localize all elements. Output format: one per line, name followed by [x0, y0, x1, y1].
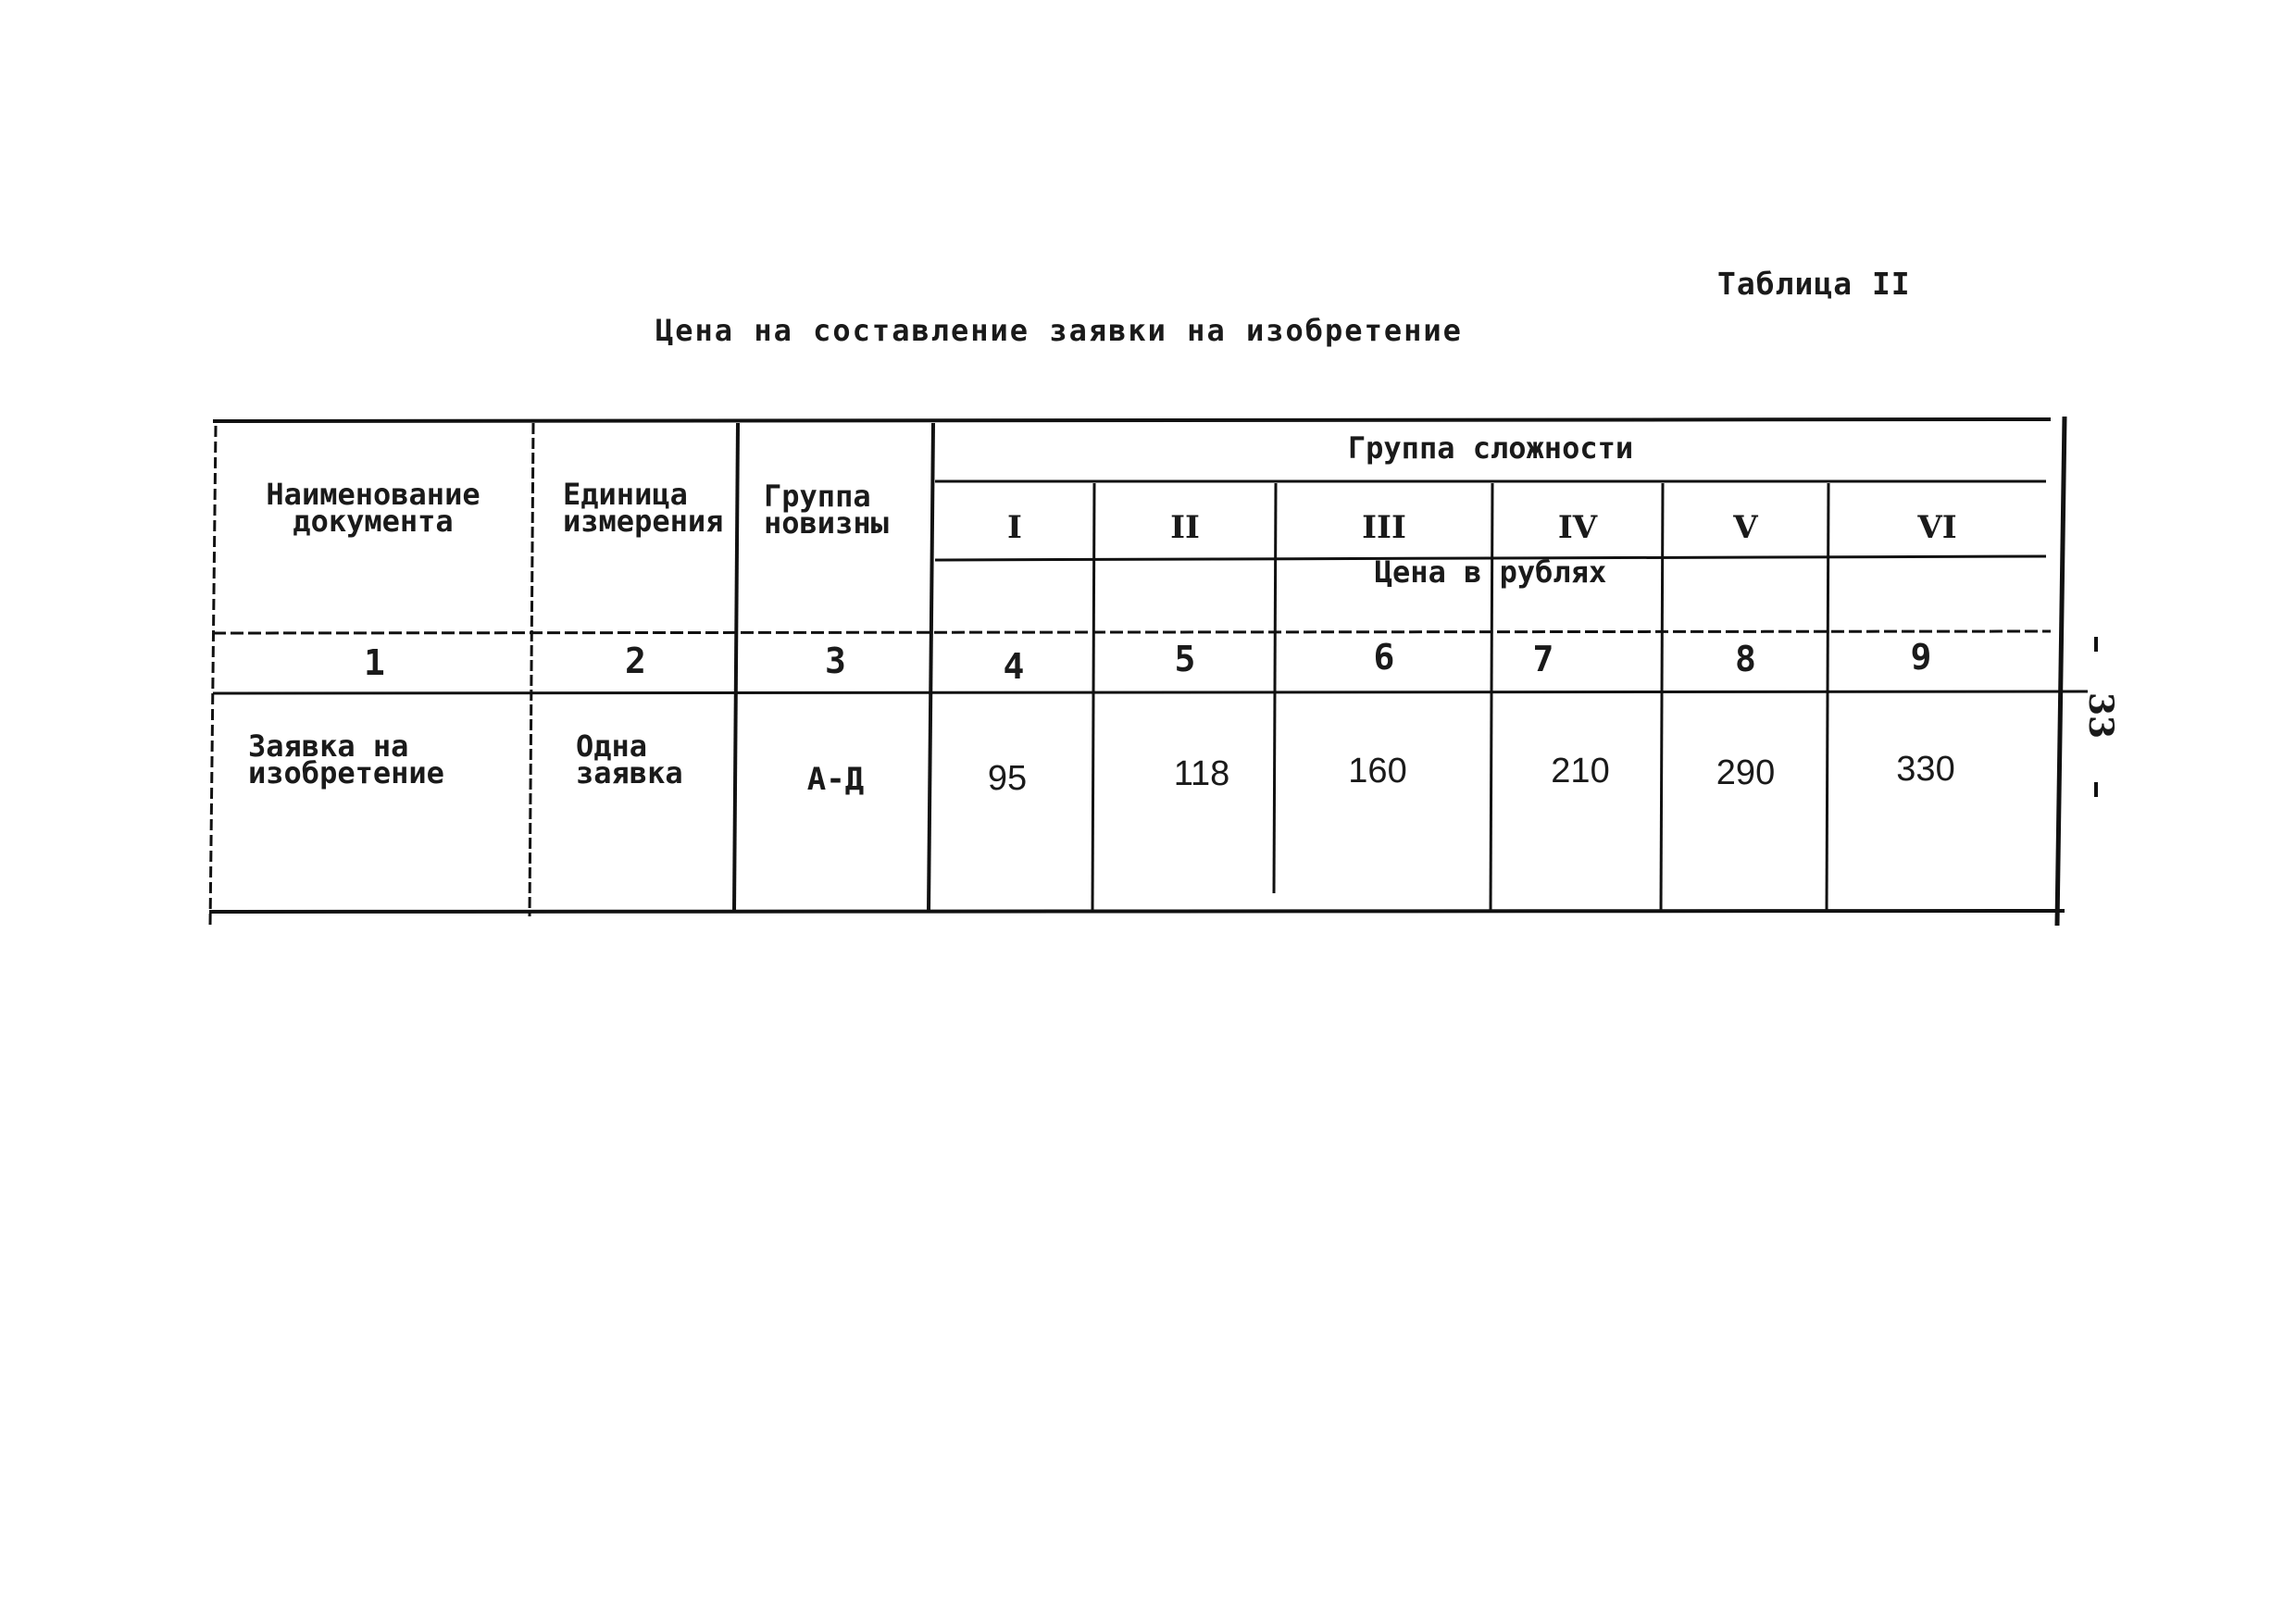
column-number-1: 1: [364, 642, 385, 683]
column-number-9: 9: [1910, 637, 1932, 678]
column-number-6: 6: [1373, 637, 1395, 678]
row-unit: Одна заявка: [576, 728, 683, 790]
table-label: Таблица II: [1717, 266, 1911, 302]
row-price-6: 330: [1896, 750, 1955, 789]
column-number-8: 8: [1735, 639, 1756, 679]
column-number-4: 4: [1003, 646, 1025, 687]
row-price-4: 210: [1551, 752, 1610, 790]
row-price-3: 160: [1348, 752, 1407, 790]
column-number-3: 3: [825, 641, 846, 681]
header-unit: Единица измерения: [563, 477, 724, 539]
header-complexity-1: I: [1007, 509, 1022, 546]
header-complexity-group: Группа сложности: [1347, 430, 1634, 466]
row-novelty-group: А-Д: [806, 761, 865, 798]
margin-tick-top: [2094, 637, 2098, 652]
page-title: Цена на составление заявки на изобретение: [655, 313, 1463, 348]
header-price-caption: Цена в рублях: [1374, 554, 1607, 590]
header-complexity-5: V: [1733, 509, 1758, 546]
header-complexity-4: IV: [1557, 509, 1598, 546]
header-complexity-2: II: [1170, 509, 1200, 546]
header-document-name: Наименование документа: [266, 477, 480, 539]
column-number-7: 7: [1532, 639, 1554, 679]
header-complexity-6: VI: [1917, 509, 1957, 546]
page-number: 33: [2081, 691, 2121, 740]
row-price-5: 290: [1716, 753, 1776, 792]
header-novelty-group: Группа новизны: [764, 479, 889, 541]
column-number-2: 2: [625, 641, 646, 681]
row-document-name: Заявка на изобретение: [248, 728, 444, 790]
column-number-5: 5: [1174, 639, 1196, 679]
header-complexity-3: III: [1362, 509, 1406, 546]
row-price-2: 118: [1173, 754, 1230, 793]
margin-tick-bottom: [2094, 782, 2098, 797]
row-price-1: 95: [987, 759, 1028, 798]
